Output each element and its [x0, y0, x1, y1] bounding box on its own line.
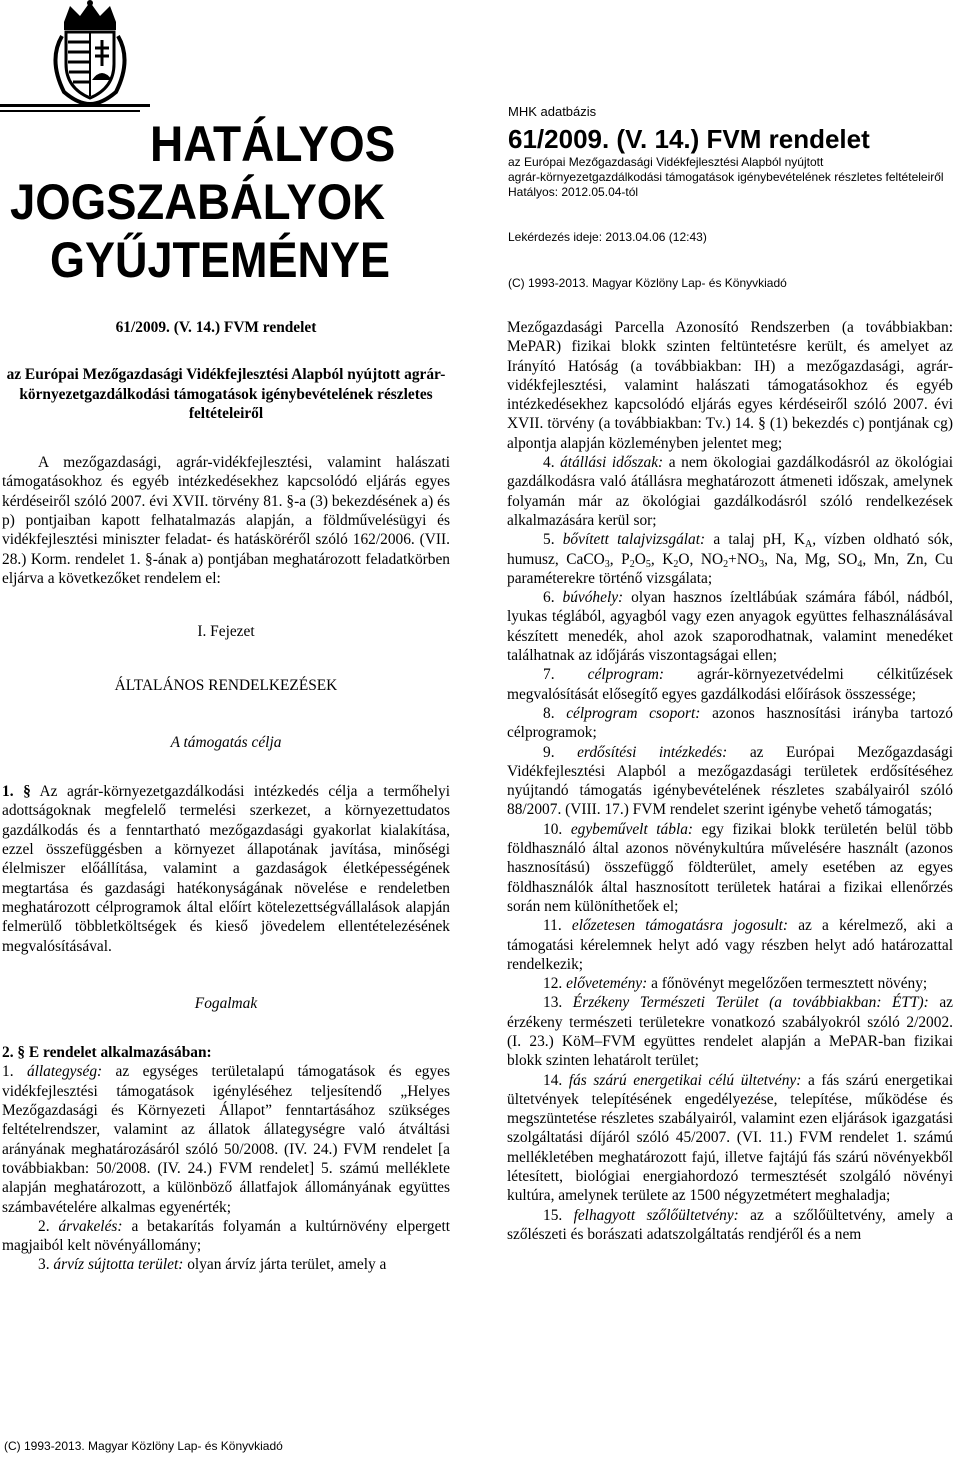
definition-text: O — [634, 550, 646, 568]
header-title: 61/2009. (V. 14.) FVM rendelet — [508, 124, 870, 154]
definition-12: 12. elővetemény: a főnövényt megelőzően termesztett növény; — [543, 975, 928, 993]
definition-term: bővített talajvizsgálat: — [562, 531, 706, 549]
definition-text: azonos hasznosítási irányba tartozó célprogramok; — [507, 704, 954, 742]
definition-term: Érzékeny Természeti Terület (a továbbiakban: ÉTT): — [572, 994, 929, 1012]
definition-text: az egységes területalapú támogatások és egyes vidékfejlesztési támogatások igényléséhez teljesítendő „Helyes Mezőgazdasági és Környezeti Állapot” fenntartásához szükséges feltételrendszer, valamint az állatok állategységre való átváltási arányának meghatározásáról szóló 50/2008. (IV. 24.) FVM rendelet [a továbbiakban: 50/2008. (IV. 24.) FVM rendelet] 5. számú melléklete alapján meghatározott, a különböző állatfajok állományának együttes számbavételére alkalmas egyenérték; — [2, 1063, 450, 1216]
right-column — [507, 318, 953, 1244]
paragraph-1-number: 1. § — [2, 783, 31, 801]
definition-term: árvakelés: — [58, 1217, 123, 1235]
definition-1: 1. állategység: az egységes területalapú támogatások és egyes vidékfejlesztési támogatások igényléséhez teljesítendő „Helyes Mezőgazdasági és Környezeti Állapot” fenntartásához szükséges feltételrendszer, valamint az állatok állategységre való átváltási arányának meghatározásáról szóló 50/2008. (IV. 24.) FVM rendelet [a továbbiakban: 50/2008. (IV. 24.) FVM rendelet] 5. számú melléklete alapján meghatározott, a különböző állatfajok állományának együttes számbavételére alkalmas egyenérték; — [2, 1063, 450, 1216]
definition-2: 2. árvakelés: a betakarítás folyamán a kultúrnövény elpergett magjaiból kelt növényállomány; — [2, 1217, 450, 1255]
definition-term: fás szárú energetikai célú ültetvény: — [568, 1071, 802, 1089]
definition-text: a talaj pH, K — [713, 531, 805, 549]
definition-text: az a kérelmező, aki a támogatási kérelemnek helyt adó vagy részben helyt adó határozattal rendelkezik; — [507, 917, 953, 973]
definition-term: átállási időszak: — [560, 454, 664, 472]
query-time: Lekérdezés ideje: 2013.04.06 (12:43) — [508, 230, 707, 244]
subscript: 2 — [723, 558, 729, 570]
definition-text: +NO — [728, 550, 760, 568]
definition-term: célprogram: — [587, 666, 665, 684]
definition-text: agrár-környezetvédelmi célkitűzések megvalósítását elősegítő egyes gazdálkodási előírások összessége; — [507, 666, 953, 703]
document-subtitle: az Európai Mezőgazdasági Vidékfejlesztési Alapból nyújtott agrár-környezetgazdálkodási támogatások igénybevételének részletes feltételeiről — [6, 366, 446, 422]
definition-15: 15. felhagyott szőlőültetvény: az a szőlőültetvény, amely a szőlészeti és borászati adatszolgáltatás rendjéről és a nem — [507, 1206, 953, 1243]
subscript: 4 — [857, 558, 863, 570]
definition-text: az Európai Mezőgazdasági Vidékfejlesztési Alapból a mezőgazdasági területek erdősítéséhez nyújtandó támogatás igénybevételének részletes szabályairól szóló 88/2007. (VIII. 17.) FVM rendelet szerint igénybe vehető támogatás; — [507, 743, 954, 819]
definition-6: 6. búvóhely: olyan hasznos ízeltlábúak számára fából, nádból, lyukas téglából, agyagból vagy ezen anyagok együttes felhasználásával készített menedék, ahol azok szaporodhatnak, valamint menedéket találhatnak az időjárás viszontagságai ellen; — [507, 589, 953, 665]
subscript: A — [804, 539, 813, 551]
definition-term: célprogram csoport: — [566, 704, 701, 722]
logo-word-gyujtemenye: GYŰJTEMÉNYE — [50, 232, 391, 288]
paragraph-1 — [2, 782, 450, 956]
definition-text: olyan árvíz járta terület, amely a — [187, 1256, 387, 1274]
definition-text: , Mn, Zn, Cu paraméterekre történő vizsgálata; — [507, 550, 953, 587]
definition-text: az a szőlőültetvény, amely a szőlészeti és borászati adatszolgáltatás rendjéről és a nem — [507, 1206, 953, 1243]
definition-11: 11. előzetesen támogatásra jogosult: az a kérelmező, aki a támogatási kérelemnek helyt adó vagy részben helyt adó határozattal rendelkezik; — [507, 917, 953, 973]
chapter-number: I. Fejezet — [197, 623, 255, 641]
header-subtitle-line1: az Európai Mezőgazdasági Vidékfejlesztési Alapból nyújtott — [508, 155, 824, 169]
definition-term: erdősítési intézkedés: — [577, 743, 728, 761]
definition-term: árvíz sújtotta terület: — [53, 1256, 184, 1274]
definition-text: , P — [609, 550, 630, 568]
paragraph-2-head-text: 2. § E rendelet alkalmazásában: — [2, 1044, 212, 1062]
definition-14: 14. fás szárú energetikai célú ültetvény: a fás szárú energetikai ültetvények telepítésének engedélyezése, telepítése, működése és megszüntetése részletes szabályairól, valamint ezen eljárások igazgatási szolgáltatási díjáról szóló 45/2007. (VI. 11.) FVM rendelet 1. számú mellékletében meghatározott fajú, illetve fajtájú fás szárú növényekből létesített, biológiai energiahordozó termesztését szolgáló növényi kultúra, amelynek területe az 1500 négyzetmétert meghaladja; — [507, 1071, 953, 1205]
definition-8: 8. célprogram csoport: azonos hasznosítási irányba tartozó célprogramok; — [507, 704, 954, 742]
subscript: 2 — [673, 558, 679, 570]
definition-4: 4. átállási időszak: a nem ökologiai gazdálkodásról az ökológiai gazdálkodásra való átállásra meghatározott átmeneti időszak, amelynek folyamán már az ökológiai gazdálkodásról szóló rendelkezések alkalmazására kerül sor; — [507, 454, 953, 529]
definition-text: olyan hasznos ízeltlábúak számára fából, nádból, lyukas téglából, agyagból vagy ezen anyagok együttes felhasználásával készített menedék, ahol azok szaporodhatnak, valamint menedéket találhatnak az időjárás viszontagságai ellen; — [507, 589, 953, 665]
definition-text: , Na, Mg, SO — [764, 550, 858, 568]
logo-word-hatalyos: HATÁLYOS — [150, 116, 396, 172]
definition-text: , K — [650, 550, 674, 568]
definition-text: a főnövényt megelőzően termesztett növény; — [651, 975, 928, 993]
subscript: 2 — [629, 558, 635, 570]
definition-text: , vízben oldható sók, humusz, CaCO — [507, 531, 954, 568]
logo-rule — [0, 104, 150, 107]
definition-term: egybeművelt tábla: — [570, 820, 694, 838]
definition-text: a betakarítás folyamán a kultúrnövény elpergett magjaiból kelt növényállomány; — [2, 1217, 450, 1255]
definition-3: 3. árvíz sújtotta terület: olyan árvíz járta terület, amely a — [38, 1256, 387, 1274]
section-title-definitions: Fogalmak — [194, 994, 258, 1012]
logo-rule — [0, 110, 140, 112]
definition-term: búvóhely: — [562, 589, 624, 607]
definition-term: felhagyott szőlőültetvény: — [573, 1206, 739, 1224]
paragraph-2-head — [2, 1043, 450, 1062]
definition-text: O, NO — [678, 550, 724, 568]
definition-5: 5. bővített talajvizsgálat: a talaj pH, $K_A$, vízben oldható sók, humusz, CaCO$_3$, $P_2O_5$, $K_2O$, $NO_2+NO_3$, Na, Mg, $SO_4$, Mn, Zn, Cu paraméterekre történő vizsgálata; — [507, 531, 954, 587]
subscript: 5 — [645, 558, 651, 570]
effective-date: Hatályos: 2012.05.04-tól — [508, 185, 639, 199]
header-copyright: (C) 1993-2013. Magyar Közlöny Lap- és Könyvkiadó — [508, 276, 787, 290]
definition-9: 9. erdősítési intézkedés: az Európai Mezőgazdasági Vidékfejlesztési Alapból a mezőgazdasági területek erdősítéséhez nyújtandó támogatás igénybevételének részletes szabályairól szóló 88/2007. (VIII. 17.) FVM rendelet szerint igénybe vehető támogatás; — [507, 743, 954, 819]
subscript: 3 — [759, 558, 765, 570]
definition-text: a nem ökologiai gazdálkodásról az ökológiai gazdálkodásra való átállásra meghatározott átmeneti időszak, amelynek folyamán már az ökológiai gazdálkodásról szóló rendelkezések alkalmazására kerül sor; — [507, 454, 953, 529]
chapter-title: ÁLTALÁNOS RENDELKEZÉSEK — [114, 676, 338, 694]
definition-term: előzetesen támogatásra jogosult: — [571, 917, 789, 935]
left-column — [2, 318, 450, 1275]
definition-3-continued: Mezőgazdasági Parcella Azonosító Rendszerben (a továbbiakban: MePAR) fizikai blokk szinten feltüntetésre került, és amelyet az Irányító Hatóság (a továbbiakban: IH) a mezőgazdasági, agrár-vidékfejlesztési, valamint halászati támogatásokhoz és egyéb intézkedésekhez kapcsolódó eljárás egyes kérdéseiről szóló 2007. évi XVII. törvény (a továbbiakban: Tv.) 14. § (1) bekezdés c) pontjának cg) alpontja alapján közleményben jelentet meg; — [507, 319, 953, 452]
coat-of-arms-icon — [34, 0, 146, 104]
definition-text: az érzékeny természeti területekre vonatkozó szabályokról szóló 2/2002. (I. 23.) KöM–FVM együttes rendelet alapján a MePAR-ban fizikai blokk szinten lehatárolt terület; — [507, 994, 953, 1070]
definition-10: 10. egybeművelt tábla: egy fizikai blokk területén belül több földhasználó által azonos növénykultúra művelésére használt (azonos hasznosítású) összefüggő földterület, amely esetében az egyes földhasználók által hasznosított területek határai a fizikai ellenőrzés során nem különíthetőek el; — [507, 820, 953, 915]
definition-7: 7. célprogram: agrár-környezetvédelmi célkitűzések megvalósítását elősegítő egyes gazdálkodási előírások összessége; — [507, 666, 953, 703]
definition-text: a fás szárú energetikai ültetvények telepítésének engedélyezése, telepítése, működése és megszüntetése részletes szabályairól, valamint ezen eljárások igazgatási szolgáltatási díjáról szóló 45/2007. (VI. 11.) FVM rendelet 1. számú mellékletében meghatározott fajú, illetve fajtájú fás szárú növényekből létesített, biológiai energiahordozó termesztését szolgáló növényi kultúra, amelynek területe az 1500 négyzetmétert meghaladja; — [507, 1071, 953, 1205]
preamble — [2, 453, 450, 588]
header-subtitle-line2: agrár-környezetgazdálkodási támogatások igénybevételének részletes feltételeiről — [508, 170, 944, 184]
section-title-purpose: A támogatás célja — [170, 733, 282, 751]
definition-13: 13. Érzékeny Természeti Terület (a továbbiakban: ÉTT): az érzékeny természeti területekre vonatkozó szabályokról szóló 2/2002. (I. 23.) KöM–FVM együttes rendelet alapján a MePAR-ban fizikai blokk szinten lehatárolt terület; — [507, 994, 953, 1070]
definition-term: elővetemény: — [566, 975, 648, 993]
paragraph-1-text: Az agrár-környezetgazdálkodási intézkedés célja a termőhelyi adottságoknak megfelelő termelési szerkezet, a környezettudatos gazdálkodás és a fenntartható mezőgazdasági gyakorlat kialakítása, ezzel összefüggésben a környezet állapotának javítása, minőségi élelmiszer előállítása, valamint a gazdaságok életképességének megtartása és gazdasági hatékonyságának növelése e rendeletben meghatározott célprogramok által előírt kötelezettségvállalások alapján felmerülő többletköltségek és kieső jövedelem ellentételezésének megvalósításával. — [2, 783, 451, 955]
logo-word-jogszabalyok: JOGSZABÁLYOK — [10, 174, 386, 230]
footer-copyright: (C) 1993-2013. Magyar Közlöny Lap- és Könyvkiadó — [4, 1439, 283, 1453]
preamble-text: A mezőgazdasági, agrár-vidékfejlesztési, valamint halászati támogatásokhoz és egyéb intézkedésekhez kapcsolódó eljárás egyes kérdéseiről szóló 2007. évi XVII. törvény 81. §-a (3) bekezdésének a) és p) pontjaiban kapott felhatalmazás alapján, a földművelésügyi és vidékfejlesztési miniszter feladat- és hatásköréről szóló 162/2006. (VII. 28.) Korm. rendelet 1. §-ának a) pontjában meghatározott feladatkörben eljárva a következőket rendelem el: — [2, 454, 450, 587]
database-label: MHK adatbázis — [508, 104, 597, 119]
subscript: 3 — [604, 558, 610, 570]
document-title: 61/2009. (V. 14.) FVM rendelet — [115, 319, 317, 336]
definition-term: állategység: — [26, 1063, 103, 1081]
definition-text: egy fizikai blokk területén belül több földhasználó által azonos növénykultúra művelésére használt (azonos hasznosítású) összefüggő földterület, amely esetében az egyes földhasználók által hasznosított területek határai a fizikai ellenőrzés során nem különíthetőek el; — [507, 820, 953, 915]
